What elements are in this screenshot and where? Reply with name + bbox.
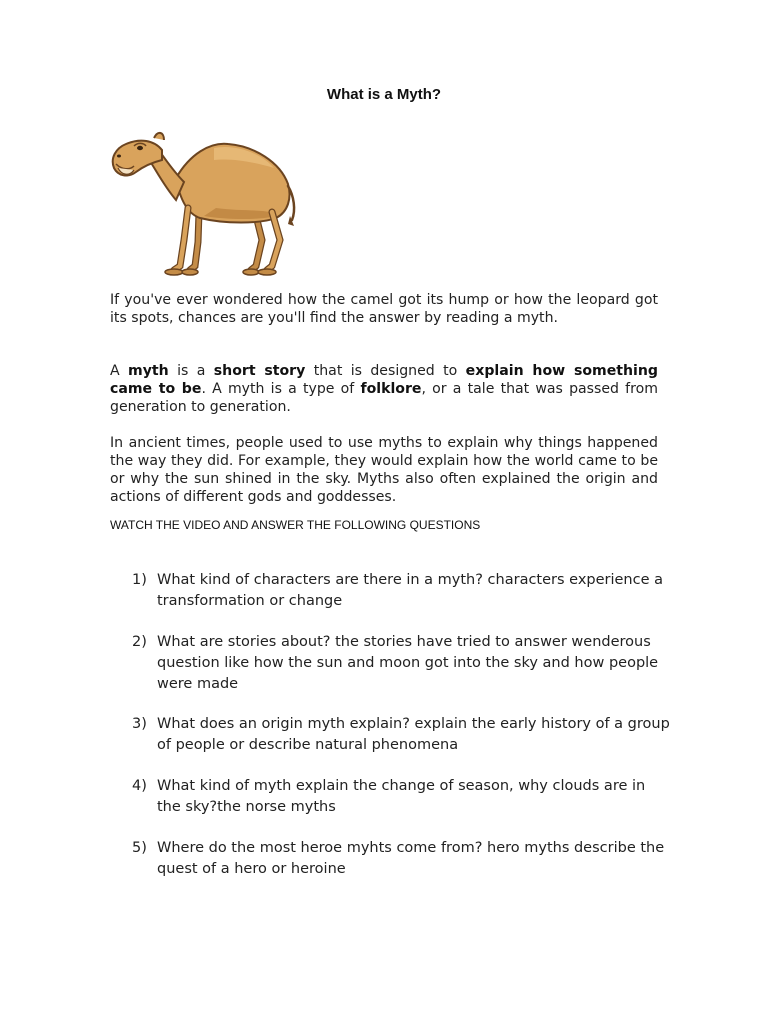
term-folklore: folklore <box>360 381 422 397</box>
question-number: 2) <box>132 634 147 650</box>
question-number: 4) <box>132 778 147 794</box>
question-text: What kind of myth explain the change of season, why clouds are in the sky?the norse myths <box>157 778 646 815</box>
question-number: 1) <box>132 572 147 588</box>
ancient-paragraph: In ancient times, people used to use myths to explain why things happened the way they did. For example, they would explain how the world came to be or why the sun shined in the sky. Myths also often explained the origin and actions of different gods and goddesses. <box>110 435 658 505</box>
list-item <box>132 570 672 612</box>
intro-paragraph: If you've ever wondered how the camel got its hump or how the leopard got its spots, chances are you'll find the answer by reading a myth. <box>110 292 658 326</box>
question-text: Where do the most heroe myhts come from? hero myths describe the quest of a hero or heroine <box>157 840 665 877</box>
page-title: What is a Myth? <box>326 86 442 103</box>
question-number: 3) <box>132 716 147 732</box>
question-text: What are stories about? the stories have tried to answer wenderous question like how the sun and moon got into the sky and how people were made <box>157 634 659 692</box>
list-item <box>132 776 672 818</box>
definition-text: . A myth is a type of <box>201 381 355 397</box>
list-item <box>132 838 672 880</box>
list-item <box>132 714 672 756</box>
definition-text: A <box>110 363 120 379</box>
question-text: What kind of characters are there in a myth? characters experience a transformation or change <box>157 572 664 609</box>
term-short-story: short story <box>213 363 306 379</box>
definition-text: , or a tale that was passed from generation to generation. <box>110 381 658 415</box>
term-myth: myth <box>128 363 169 379</box>
question-text: What does an origin myth explain? explain the early history of a group of people or describe natural phenomena <box>157 716 670 753</box>
question-number: 5) <box>132 840 147 856</box>
definition-text: is a <box>177 363 206 379</box>
definition-paragraph <box>110 362 658 416</box>
question-list <box>132 570 672 880</box>
list-item <box>132 632 672 695</box>
term-explain: explain how something came to be <box>110 363 659 397</box>
section-heading: WATCH THE VIDEO AND ANSWER THE FOLLOWING QUESTIONS <box>110 518 481 532</box>
camel-illustration <box>104 116 304 278</box>
definition-text: that is designed to <box>313 363 458 379</box>
